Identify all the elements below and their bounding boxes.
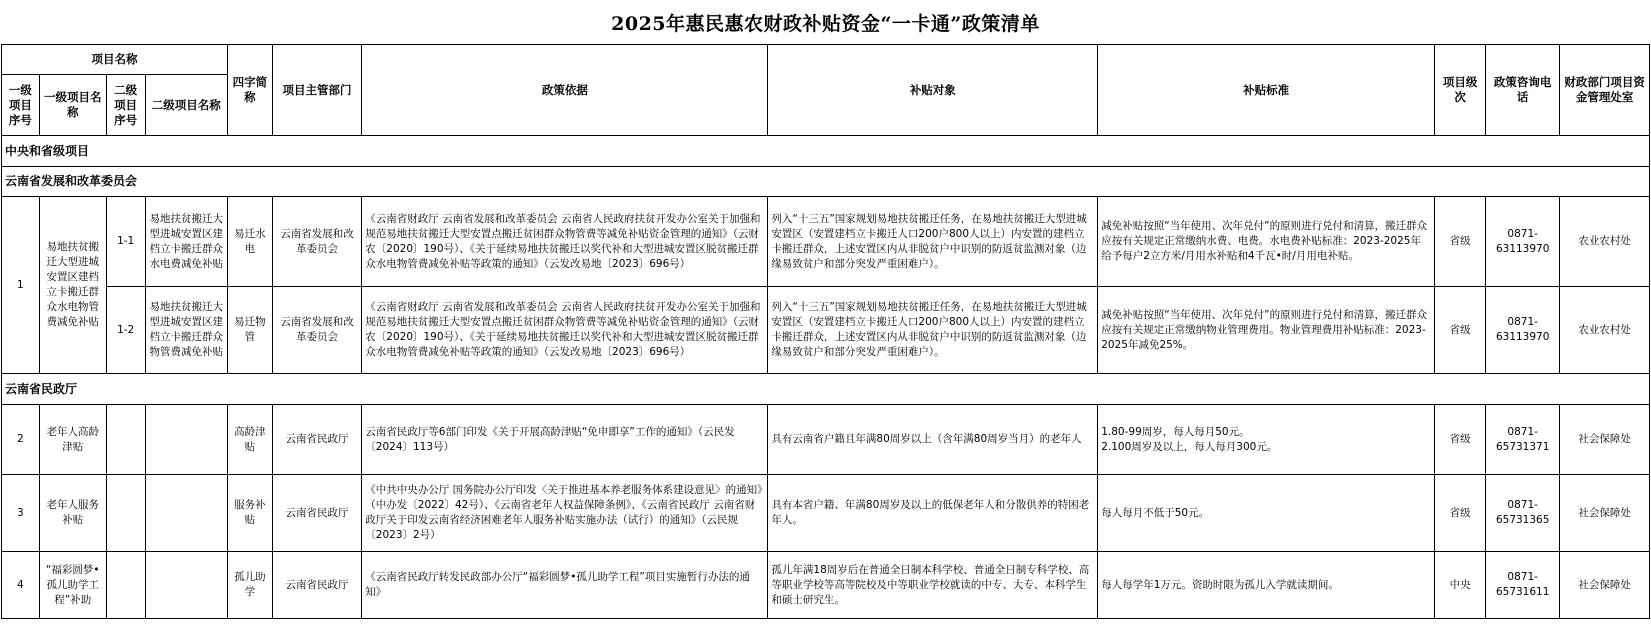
cell-target: 具有本省户籍、年满80周岁及以上的低保老年人和分散供养的特困老年人。: [768, 475, 1098, 552]
cell-l1-name: 老年人高龄津贴: [39, 405, 106, 475]
header-l2-name: 二级项目名称: [145, 75, 227, 136]
header-l1-name: 一级项目名称: [39, 75, 106, 136]
cell-abbr: 服务补贴: [227, 475, 272, 552]
header-row-1: [2, 45, 1650, 75]
cell-dept: 云南省发展和改革委员会: [272, 287, 362, 374]
cell-level: 省级: [1435, 287, 1486, 374]
section-ndrc: 云南省发展和改革委员会: [2, 167, 1650, 197]
header-standard: 补贴标准: [1098, 45, 1435, 136]
table-row-4: [2, 552, 1650, 619]
cell-l2-name: 易地扶贫搬迁大型进城安置区建档立卡搬迁群众物管费减免补贴: [145, 287, 227, 374]
cell-l1-no: 1: [2, 197, 40, 374]
cell-basis: 《中共中央办公厅 国务院办公厅印发〈关于推进基本养老服务体系建设意见〉的通知》（中办发〔2022〕42号）、《云南省老年人权益保障条例》、《云南省民政厅 云南省财政厅关于印发云南省经济困难老年人服务补贴实施办法（试行）的通知》（云民规〔2023〕2号）: [362, 475, 768, 552]
cell-target: 孤儿年满18周岁后在普通全日制本科学校、普通全日制专科学校、高等职业学校等高等院校及中等职业学校就读的中专、大专、本科学生和硕士研究生。: [768, 552, 1098, 619]
policy-table: [1, 44, 1650, 619]
cell-l1-no: 4: [2, 552, 40, 619]
cell-standard: 减免补贴按照“当年使用、次年兑付”的原则进行兑付和清算，搬迁群众应按有关规定正常缴纳物业管理费用。物业管理费用补贴标准：2023-2025年减免25%。: [1098, 287, 1435, 374]
header-office: 财政部门项目资金管理处室: [1560, 45, 1650, 136]
cell-l1-no: 3: [2, 475, 40, 552]
header-project-name: 项目名称: [2, 45, 228, 75]
cell-basis: 《云南省财政厅 云南省发展和改革委员会 云南省人民政府扶贫开发办公室关于加强和规范易地扶贫搬迁大型安置点搬迁贫困群众物管费等减免补贴资金管理的通知》（云财农〔2020〕190号）、《关于延续易地扶贫搬迁以奖代补和大型进城安置区脱贫搬迁群众水电物管费减免补贴等政策的通知》（云发改易地〔2023〕696号）: [362, 197, 768, 287]
cell-l2-no: 1-2: [106, 287, 145, 374]
cell-level: 中央: [1435, 552, 1486, 619]
cell-l1-name: 易地扶贫搬迁大型进城安置区建档立卡搬迁群众水电物管费减免补贴: [39, 197, 106, 374]
cell-l1-no: 2: [2, 405, 40, 475]
cell-standard: [1098, 405, 1435, 475]
cell-level: 省级: [1435, 475, 1486, 552]
section-central: 中央和省级项目: [2, 136, 1650, 167]
standard-line-2: 2.100周岁及以上，每人每月300元。: [1101, 440, 1278, 453]
section-row-ndrc: [2, 167, 1650, 197]
cell-abbr: 易迁物管: [227, 287, 272, 374]
cell-basis: 云南省民政厅等6部门印发《关于开展高龄津贴“免申即享”工作的通知》（云民发〔2024〕113号）: [362, 405, 768, 475]
cell-l2-name: [145, 475, 227, 552]
cell-l2-name: 易地扶贫搬迁大型进城安置区建档立卡搬迁群众水电费减免补贴: [145, 197, 227, 287]
cell-abbr: 易迁水电: [227, 197, 272, 287]
cell-office: 农业农村处: [1560, 287, 1650, 374]
cell-office: 农业农村处: [1560, 197, 1650, 287]
header-dept: 项目主管部门: [272, 45, 362, 136]
cell-standard: 每人每月不低于50元。: [1098, 475, 1435, 552]
cell-phone: 0871-65731365: [1486, 475, 1560, 552]
table-row-3: [2, 475, 1650, 552]
standard-line-1: 1.80-99周岁，每人每月50元。: [1101, 425, 1250, 438]
cell-standard: 减免补贴按照“当年使用、次年兑付”的原则进行兑付和清算，搬迁群众应按有关规定正常缴纳水费、电费。水电费补贴标准：2023-2025年给予每户2立方米/月用水补贴和4千瓦•时/月用电补贴。: [1098, 197, 1435, 287]
cell-l2-name: [145, 552, 227, 619]
cell-l2-no: 1-1: [106, 197, 145, 287]
page-title: 2025年惠民惠农财政补贴资金“一卡通”政策清单: [611, 12, 1040, 35]
header-l2-no: 二级项目序号: [106, 75, 145, 136]
cell-office: 社会保障处: [1560, 405, 1650, 475]
header-abbr: 四字简称: [227, 45, 272, 136]
cell-level: 省级: [1435, 405, 1486, 475]
cell-target: 列入“十三五”国家规划易地扶贫搬迁任务，在易地扶贫搬迁大型进城安置区（安置建档立卡搬迁人口200户800人以上）内安置的建档立卡搬迁群众，上述安置区内从非脱贫户中识别的防返贫监测对象（边缘易致贫户和部分突发严重困难户）。: [768, 197, 1098, 287]
cell-standard: 每人每学年1万元。资助时限为孤儿入学就读期间。: [1098, 552, 1435, 619]
header-target: 补贴对象: [768, 45, 1098, 136]
header-level: 项目级次: [1435, 45, 1486, 136]
header-l1-no: 一级项目序号: [2, 75, 40, 136]
cell-office: 社会保障处: [1560, 475, 1650, 552]
section-row-civil: [2, 374, 1650, 405]
cell-phone: 0871-63113970: [1486, 287, 1560, 374]
cell-basis: 《云南省民政厅转发民政部办公厅“福彩圆梦•孤儿助学工程”项目实施暂行办法的通知》: [362, 552, 768, 619]
section-row-central: [2, 136, 1650, 167]
cell-abbr: 高龄津贴: [227, 405, 272, 475]
cell-l1-name: “福彩圆梦•孤儿助学工程”补助: [39, 552, 106, 619]
table-row-1-1: [2, 197, 1650, 287]
cell-office: 社会保障处: [1560, 552, 1650, 619]
cell-dept: 云南省民政厅: [272, 405, 362, 475]
table-row-2: [2, 405, 1650, 475]
title-bar: [0, 0, 1651, 44]
cell-phone: 0871-63113970: [1486, 197, 1560, 287]
cell-l2-name: [145, 405, 227, 475]
cell-target: 具有云南省户籍且年满80周岁以上（含年满80周岁当月）的老年人: [768, 405, 1098, 475]
section-civil: 云南省民政厅: [2, 374, 1650, 405]
header-basis: 政策依据: [362, 45, 768, 136]
cell-dept: 云南省发展和改革委员会: [272, 197, 362, 287]
cell-l1-name: 老年人服务补贴: [39, 475, 106, 552]
cell-dept: 云南省民政厅: [272, 475, 362, 552]
cell-phone: 0871-65731611: [1486, 552, 1560, 619]
cell-l2-no: [106, 405, 145, 475]
table-row-1-2: [2, 287, 1650, 374]
header-phone: 政策咨询电话: [1486, 45, 1560, 136]
cell-phone: 0871-65731371: [1486, 405, 1560, 475]
cell-abbr: 孤儿助学: [227, 552, 272, 619]
cell-l2-no: [106, 475, 145, 552]
cell-dept: 云南省民政厅: [272, 552, 362, 619]
cell-l2-no: [106, 552, 145, 619]
cell-basis: 《云南省财政厅 云南省发展和改革委员会 云南省人民政府扶贫开发办公室关于加强和规范易地扶贫搬迁大型安置点搬迁贫困群众物管费等减免补贴资金管理的通知》（云财农〔2020〕190号）、《关于延续易地扶贫搬迁以奖代补和大型进城安置区脱贫搬迁群众水电物管费减免补贴等政策的通知》（云发改易地〔2023〕696号）: [362, 287, 768, 374]
cell-target: 列入“十三五”国家规划易地扶贫搬迁任务，在易地扶贫搬迁大型进城安置区（安置建档立卡搬迁人口200户800人以上）内安置的建档立卡搬迁群众，上述安置区内从非脱贫户中识别的防返贫监测对象（边缘易致贫户和部分突发严重困难户）。: [768, 287, 1098, 374]
cell-level: 省级: [1435, 197, 1486, 287]
